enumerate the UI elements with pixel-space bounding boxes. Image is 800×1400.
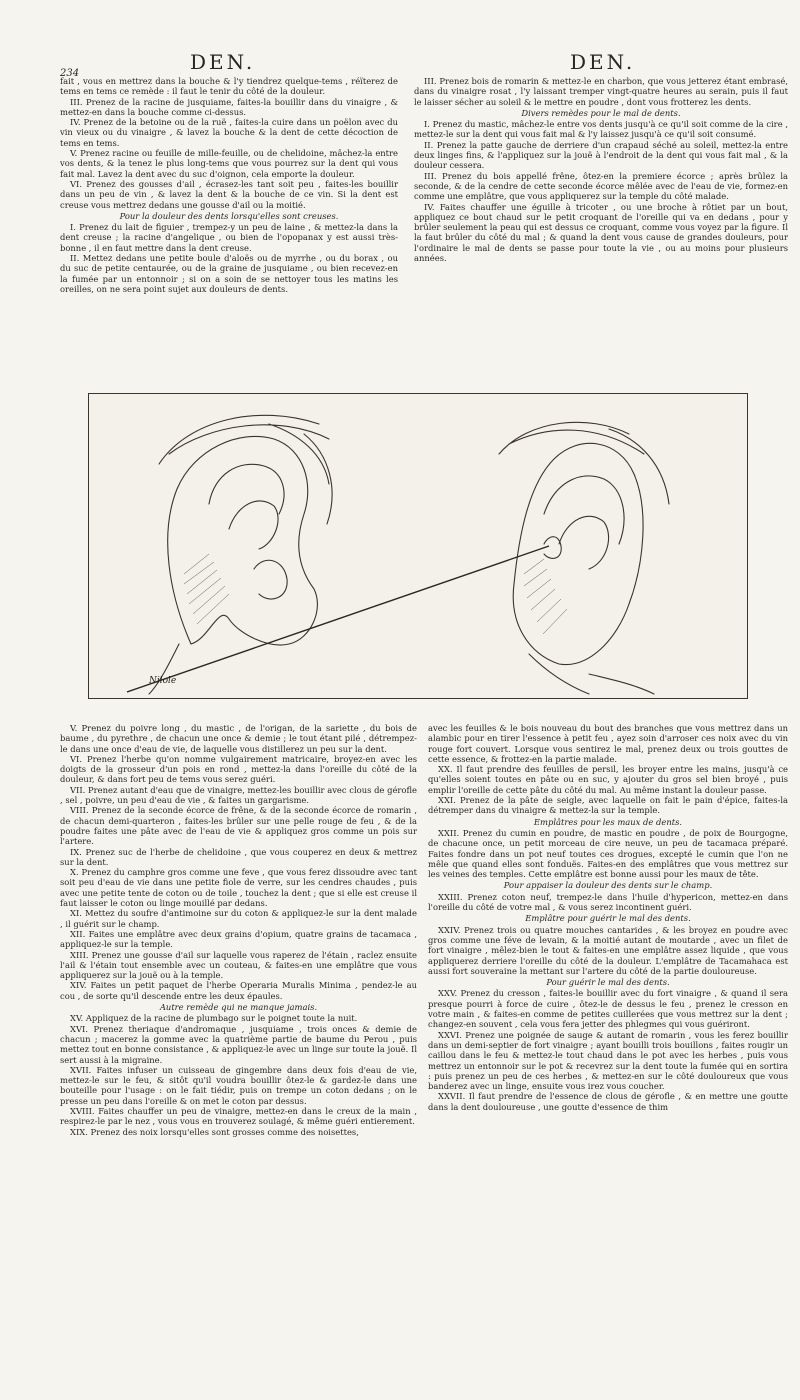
remedy-paragraph: VI. Prenez des gousses d'ail , écrasez-les tant soit peu , faites-les bouillir dans un peu de vin , & lavez la dent & la bouche de ce vin. Si la dent est creuse vous mettrez dedans une gousse d'ail ou la moitié. bbox=[60, 178, 398, 210]
ear-engraving bbox=[89, 394, 747, 698]
remedy-paragraph: XIV. Faites un petit paquet de l'herbe Operaria Muralis Minima , pendez-le au cou , de sorte qu'il descende entre les deux épaules. bbox=[60, 980, 417, 1001]
left-ear-helix bbox=[209, 464, 284, 514]
remedy-paragraph: XIII. Prenez une gousse d'ail sur laquelle vous raperez de l'étain , raclez ensuite l'ail & l'étain tout ensemble avec un couteau, & faites-en une emplâtre que vous appliquerez sur la jouë ou à la temple. bbox=[60, 949, 417, 981]
engraving-hatching bbox=[184, 554, 567, 634]
remedy-paragraph: II. Mettez dedans une petite boule d'aloës ou de myrrhe , ou du borax , ou du suc de petite centaurée, ou de la graine de jusquiame , ou bien recevez-en la fumée par un entonnoir ; si on a soin de se nettoyer tous les matins les oreilles, on ne sera point sujet aux douleurs de dents. bbox=[60, 253, 398, 294]
remedy-paragraph: XVI. Prenez theriaque d'andromaque , jusquiame , trois onces & demie de chacun ; macerez la gomme avec la quatrième partie de baume du Perou , puis mettez tout en bonne consistance , & appliquez-le avec un linge sur toute la jouë. Il sert aussi à la migraine. bbox=[60, 1023, 417, 1065]
remedy-paragraph: IX. Prenez suc de l'herbe de chelidoine , que vous couperez en deux & mettrez sur la dent. bbox=[60, 846, 417, 867]
text-column-top-right bbox=[414, 76, 788, 376]
remedy-paragraph: III. Prenez du bois appellé frêne, ôtez-en la premiere écorce ; après brûlez la seconde, & de la cendre de cette seconde écorce mêlée avec de l'eau de vie, formez-en comme une emplâtre, que vous appliquerez sur la temple du côté malade. bbox=[414, 170, 788, 202]
remedy-paragraph: XXVII. Il faut prendre de l'essence de clous de gérofle , & en mettre une goutte dans la dent douloureuse , une goutte d'essence de thim bbox=[428, 1091, 788, 1112]
section-heading: Autre remède qui ne manque jamais. bbox=[159, 1002, 318, 1013]
left-ear-outline bbox=[168, 436, 318, 645]
section-heading: Divers remèdes pour le mal de dents. bbox=[521, 107, 681, 118]
remedy-paragraph: II. Prenez la patte gauche de derriere d'un crapaud séché au soleil, mettez-la entre deux linges fins, & l'appliquez sur la jouë à l'endroit de la dent qui vous fait mal , & la douleur cessera. bbox=[414, 139, 788, 171]
remedy-paragraph: I. Prenez du lait de figuier , trempez-y un peu de laine , & mettez-la dans la dent creuse ; la racine d'angelique , ou bien de l'opopanax y est aussi très-bonne , il en faut mettre dans la dent creuse. bbox=[60, 222, 398, 253]
right-hair bbox=[499, 422, 669, 504]
remedy-paragraph: XI. Mettez du soufre d'antimoine sur du coton & appliquez-le sur la dent malade , il guérit sur le champ. bbox=[60, 908, 417, 929]
right-running-head: DEN. bbox=[570, 50, 636, 74]
left-ear-concha bbox=[254, 560, 287, 599]
section-heading: Pour la douleur des dents lorsqu'elles sont creuses. bbox=[119, 210, 339, 221]
remedy-paragraph: XIX. Prenez des noix lorsqu'elles sont grosses comme des noisettes, bbox=[70, 1126, 359, 1137]
remedy-paragraph: XXI. Prenez de la pâte de seigle, avec laquelle on fait le pain d'épice, faites-la détremper dans du vinaigre & mettez-la sur la temple. bbox=[428, 795, 788, 816]
knitting-needle bbox=[127, 546, 549, 692]
remedy-paragraph: XXVI. Prenez une poignée de sauge & autant de romarin , vous les ferez bouillir dans un demi-septier de fort vinaigre ; ayant bouilli trois bouillons , faites rougir un caillou dans le feu & mettez-le tout chaud dans le pot avec les herbes , puis vous mettrez un entonnoir sur le pot & recevrez sur la dent toute la fumée qui en sortira : puis prenez un peu de ces herbes , & mettez-en sur le côté douloureux que vous banderez avec un linge, ensuite vous irez vous coucher. bbox=[428, 1029, 788, 1092]
remedy-paragraph: X. Prenez du camphre gros comme une feve , que vous ferez dissoudre avec tant soit peu d'eau de vie dans une petite fiole de verre, sur les cendres chaudes , puis avec une petite tente de coton ou de toile , touchez la dent ; que si elle est creuse il faut laisser le coton ou linge mouillé par dedans. bbox=[60, 867, 417, 909]
text-column-bottom-right bbox=[428, 723, 788, 1283]
left-ear-antihelix bbox=[229, 501, 278, 549]
page-number: 234 bbox=[60, 68, 80, 79]
remedy-paragraph: fait , vous en mettrez dans la bouche & l'y tiendrez quelque-tems , réïterez de tems en tems ce remède : il faut le tenir du côté de la douleur. bbox=[60, 76, 398, 97]
remedy-paragraph: avec les feuilles & le bois nouveau du bout des branches que vous mettrez dans un alambic pour en tirer l'essence à petit feu , ayez soin d'arroser ces noix avec du vin rouge fort couvert. Lorsque vous sentirez le mal, prenez deux ou trois gouttes de cette essence, & frottez-en la partie malade. bbox=[428, 723, 788, 764]
section-heading: Pour guérir le mal des dents. bbox=[546, 977, 670, 988]
engraved-plate-ears bbox=[88, 393, 748, 699]
remedy-paragraph: VII. Prenez autant d'eau que de vinaigre, mettez-les bouillir avec clous de gérofle , sel , poivre, un peu d'eau de vie , & faites un gargarisme. bbox=[60, 784, 417, 806]
remedy-paragraph: XX. Il faut prendre des feuilles de persil, les broyer entre les mains, jusqu'à ce qu'elles soient toutes en pâte ou en suc, y ajouter du gros sel bien broyé , puis emplir l'oreille de cette pâte du côté du mal. Au même instant la douleur passe. bbox=[428, 764, 788, 795]
remedy-paragraph: I. Prenez du mastic, mâchez-le entre vos dents jusqu'à ce qu'il soit comme de la cire , mettez-le sur la dent qui vous fait mal & l'y laissez jusqu'à ce qu'il soit consumé. bbox=[414, 119, 788, 140]
remedy-paragraph: XXIII. Prenez coton neuf, trempez-le dans l'huile d'hypericon, mettez-en dans l'oreille du côté de votre mal , & vous serez incontinent guéri. bbox=[428, 891, 788, 913]
remedy-paragraph: XXV. Prenez du cresson , faites-le bouillir avec du fort vinaigre , & quand il sera presque pourri à force de cuire , ôtez-le de dessus le feu , prenez le cresson en votre main , & faites-en comme de petites cuillerées que vous mettrez sur la dent ; changez-en souvent , cela vous fera jetter des phlegmes qui vous guériront. bbox=[428, 988, 788, 1030]
right-ear-helix bbox=[544, 476, 624, 544]
remedy-paragraph: XV. Appliquez de la racine de plumbago sur le poignet toute la nuit. bbox=[70, 1013, 358, 1024]
remedy-paragraph: III. Prenez bois de romarin & mettez-le en charbon, que vous jetterez étant embrasé, dans du vinaigre rosat , l'y laissant tremper vingt-quatre heures au serain, puis il faut le laisser sécher au soleil & le mettre en poudre , dont vous frotterez les dents. bbox=[414, 76, 788, 107]
left-running-head: DEN. bbox=[190, 50, 256, 74]
section-heading: Emplâtres pour les maux de dents. bbox=[533, 816, 683, 827]
right-neck-lines bbox=[529, 654, 654, 694]
remedy-paragraph: XII. Faites une emplâtre avec deux grains d'opium, quatre grains de tacamaca , appliquez-le sur la temple. bbox=[60, 928, 417, 950]
remedy-paragraph: XVIII. Faites chauffer un peu de vinaigre, mettez-en dans le creux de la main , respirez-le par le nez , vous vous en trouverez soulagé, & même guéri entierement. bbox=[60, 1105, 417, 1127]
remedy-paragraph: V. Prenez du poivre long , du mastic , de l'origan, de la sariette , du bois de baume , du pyrethre , de chacun une once & demie ; le tout étant pilé , détrempez-le dans une once d'eau de vie, de laquelle vous distillerez un peu sur la dent. bbox=[60, 723, 417, 754]
remedy-paragraph: VI. Prenez l'herbe qu'on nomme vulgairement matricaire, broyez-en avec les doigts de la grosseur d'un pois en rond , mettez-la dans l'oreille du côté de la douleur, & dans fort peu de tems vous serez guéri. bbox=[60, 753, 417, 785]
section-heading: Emplâtre pour guérir le mal des dents. bbox=[525, 913, 691, 924]
text-column-bottom-left bbox=[60, 723, 417, 1263]
text-column-top-left bbox=[60, 76, 398, 372]
remedy-paragraph: XXII. Prenez du cumin en poudre, de mastic en poudre , de poix de Bourgogne, de chacune once, un petit morceau de cire neuve, un peu de tacamaca préparé. Faites fondre dans un pot neuf toutes ces drogues, excepté le cumin que l'on ne mêle que quand elles sont fonduës. Faites-en des emplâtres que vous mettrez sur les veines des temples. Cette emplâtre est bonne aussi pour les maux de tête. bbox=[428, 827, 788, 880]
section-heading: Pour appaiser la douleur des dents sur le champ. bbox=[503, 880, 713, 891]
remedy-paragraph: IV. Faites chauffer une éguille à tricoter , ou une broche à rôtiet par un bout, appliquez ce bout chaud sur le petit croquant de l'oreille qui va en dedans , pour y brûler seulement la peau qui est dessus ce croquant, comme vous voyez par la figure. Il la faut brûler du côté du mal ; & quand la dent vous cause de grandes douleurs, pour l'ordinaire le mal de dents se passe pour toute la vie , ou au moins pour plusieurs années. bbox=[414, 201, 788, 264]
remedy-paragraph: VIII. Prenez de la seconde écorce de frêne, & de la seconde écorce de romarin , de chacun demi-quarteron , faites-les brûler sur une pelle rouge de feu , & de la poudre faites une pâte avec de l'eau de vie & appliquez gros comme un pois sur l'artere. bbox=[60, 805, 417, 847]
remedy-paragraph: XVII. Faites infuser un cuisseau de gingembre dans deux fois d'eau de vie, mettez-le sur le feu, & sitôt qu'il voudra bouillir ôtez-le & gardez-le dans une bouteille pour l'usage : on le fait tiédir, puis on trempe un coton dedans ; on le presse un peu dans l'oreille & on met le coton par dessus. bbox=[60, 1064, 417, 1106]
remedy-paragraph: IV. Prenez de la betoine ou de la ruë , faites-la cuire dans un poëlon avec du vin vieux ou du vinaigre , & lavez la bouche & la dent de cette décoction de tems en tems. bbox=[60, 117, 398, 148]
left-jaw-line bbox=[149, 644, 179, 694]
right-ear-antihelix bbox=[559, 516, 609, 569]
remedy-paragraph: V. Prenez racine ou feuille de mille-feuille, ou de chelidoine, mâchez-la entre vos dents, & la tenez le plus long-tems que vous pourrez sur la dent qui vous fait mal. Lavez la dent avec du suc d'oignon, cela emporte la douleur. bbox=[60, 148, 398, 179]
remedy-paragraph: III. Prenez de la racine de jusquiame, faites-la bouillir dans du vinaigre , & mettez-en dans la bouche comme ci-dessus. bbox=[60, 96, 398, 117]
engraver-signature: Nilole bbox=[149, 676, 177, 686]
right-ear-outline bbox=[513, 443, 643, 664]
remedy-paragraph: XXIV. Prenez trois ou quatre mouches cantarides , & les broyez en poudre avec gros comme une féve de levain, & la moitié autant de moutarde , avec un filet de fort vinaigre , mêlez-bien le tout & faites-en une emplâtre assez liquide , que vous appliquerez derriere l'oreille du côté de la douleur. L'emplâtre de Tacamahaca est aussi fort souveraine la mettant sur l'artere du côté de la partie douloureuse. bbox=[428, 924, 788, 976]
